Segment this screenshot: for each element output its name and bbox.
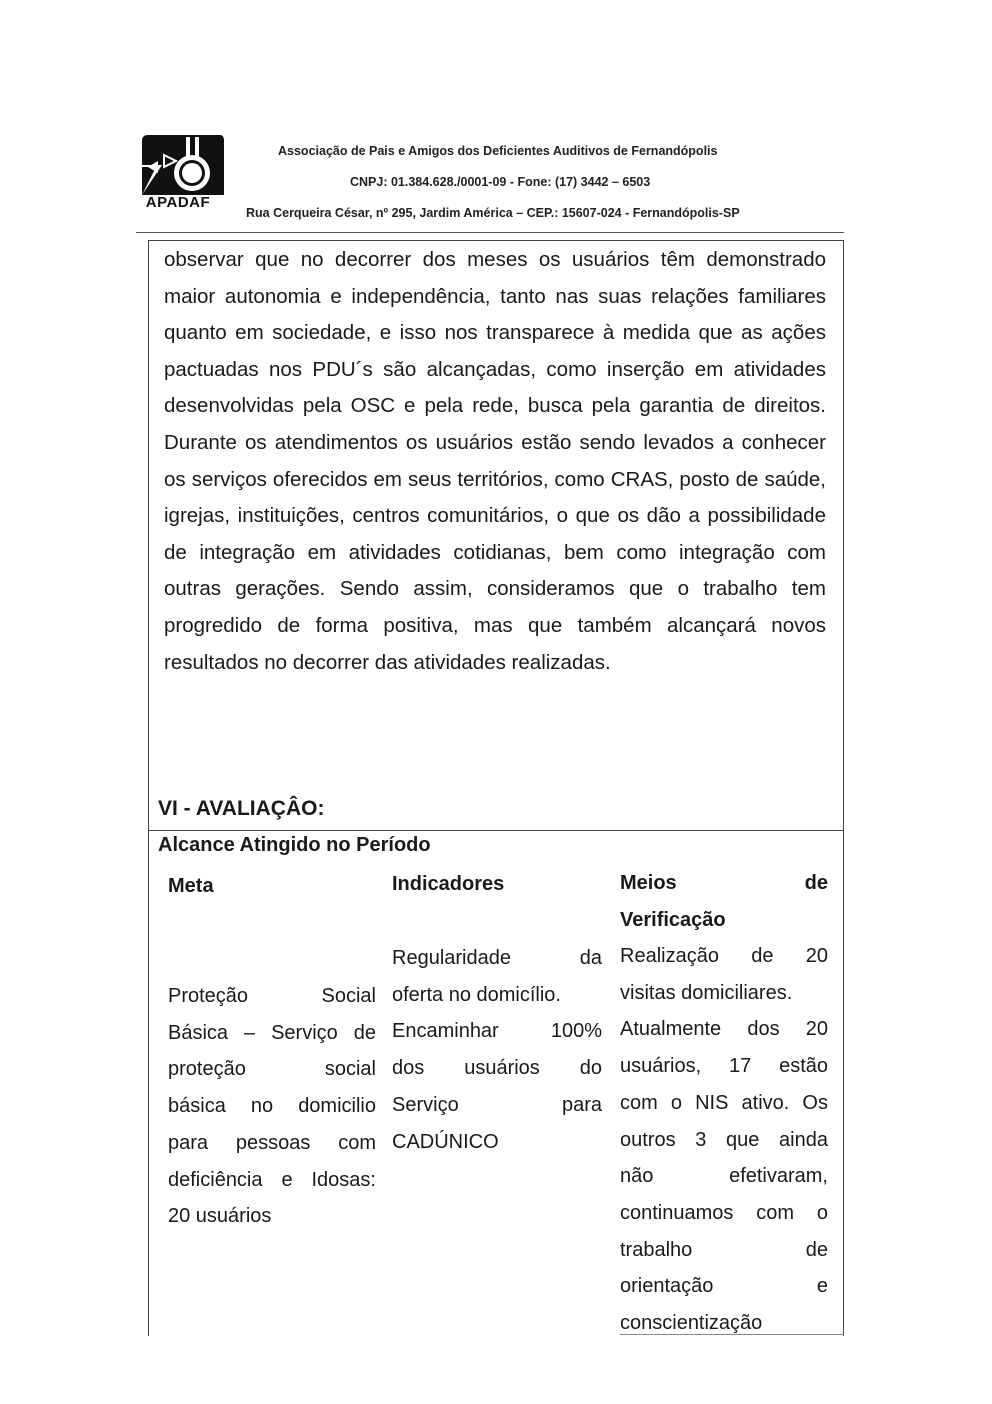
meta-line: básica no domicilio (168, 1095, 376, 1118)
meta-line: Proteção Social (168, 985, 376, 1007)
meios-line: continuamos com o (620, 1201, 828, 1224)
body-paragraph: observar que no decorrer dos meses os usuários têm demonstrado maior autonomia e independência, tanto nas suas relações familiares quanto em sociedade, e isso nos transparece à medida que as ações pactuadas nos PDU´s são alcançadas, como inserção em atividades desenvolvidas pela OSC e pela rede, busca pela garantia de direitos. Durante os atendimentos os usuários estão sendo levados a conhecer os serviços oferecidos em seus territórios, como CRAS, posto de saúde, igrejas, instituições, centros comunitários, o que os dão a possibilidade de integração em atividades cotidianas, bem como integração com outras gerações. Sendo assim, consideramos que o trabalho tem progredido de forma positiva, mas que também alcançará novos resultados no decorrer das atividades realizadas. (164, 248, 826, 674)
meios-line: outros 3 que ainda (620, 1128, 828, 1151)
header-divider (136, 232, 844, 233)
meios-line: Realização de 20 (620, 945, 828, 967)
meios-line: com o NIS ativo. Os (620, 1091, 828, 1114)
meios-line: trabalho de (620, 1238, 828, 1261)
meios-line: conscientização (620, 1312, 763, 1335)
indicadores-line: Serviço para (392, 1093, 602, 1116)
meta-line: para pessoas com (168, 1131, 376, 1154)
meta-line: deficiência e Idosas: (168, 1168, 376, 1191)
meios-line: usuários, 17 estão (620, 1055, 828, 1078)
indicadores-line: Regularidade da (392, 947, 602, 969)
col-header-meios-line1: Meios de (620, 872, 828, 894)
col-header-indicadores: Indicadores (392, 873, 505, 895)
address: Rua Cerqueira César, nº 295, Jardim América – CEP.: 15607-024 - Fernandópolis-SP (246, 206, 740, 220)
meios-cell (620, 938, 828, 1342)
col-header-meta: Meta (168, 875, 214, 897)
indicadores-line: dos usuários do (392, 1057, 602, 1080)
section-title: VI - AVALIAÇÂO: (158, 797, 325, 820)
indicadores-line: Encaminhar 100% (392, 1020, 602, 1043)
indicadores-line: CADÚNICO (392, 1130, 499, 1153)
meta-cell (168, 978, 376, 1235)
box-right-border (843, 240, 844, 1336)
table-top-border (148, 830, 844, 831)
indicadores-cell (392, 940, 602, 1160)
col-header-meios (620, 865, 828, 938)
meta-line: proteção social (168, 1058, 376, 1081)
meta-line: 20 usuários (168, 1205, 272, 1228)
meios-line: não efetivaram, (620, 1165, 828, 1188)
box-left-border (148, 240, 149, 1336)
meios-line: visitas domiciliares. (620, 981, 793, 1004)
meta-line: Básica – Serviço de (168, 1021, 376, 1044)
box-top-border (148, 240, 844, 241)
indicadores-line: oferta no domicílio. (392, 983, 561, 1006)
org-name: Associação de Pais e Amigos dos Deficientes Auditivos de Fernandópolis (278, 144, 718, 158)
logo-text: APADAF (145, 194, 211, 211)
col-header-meios-line2: Verificação (620, 908, 726, 931)
cnpj-phone: CNPJ: 01.384.628./0001-09 - Fone: (17) 3442 – 6503 (350, 175, 651, 189)
table-title: Alcance Atingido no Período (158, 834, 431, 856)
meios-line: orientação e (620, 1275, 828, 1298)
meios-line: Atualmente dos 20 (620, 1018, 828, 1041)
